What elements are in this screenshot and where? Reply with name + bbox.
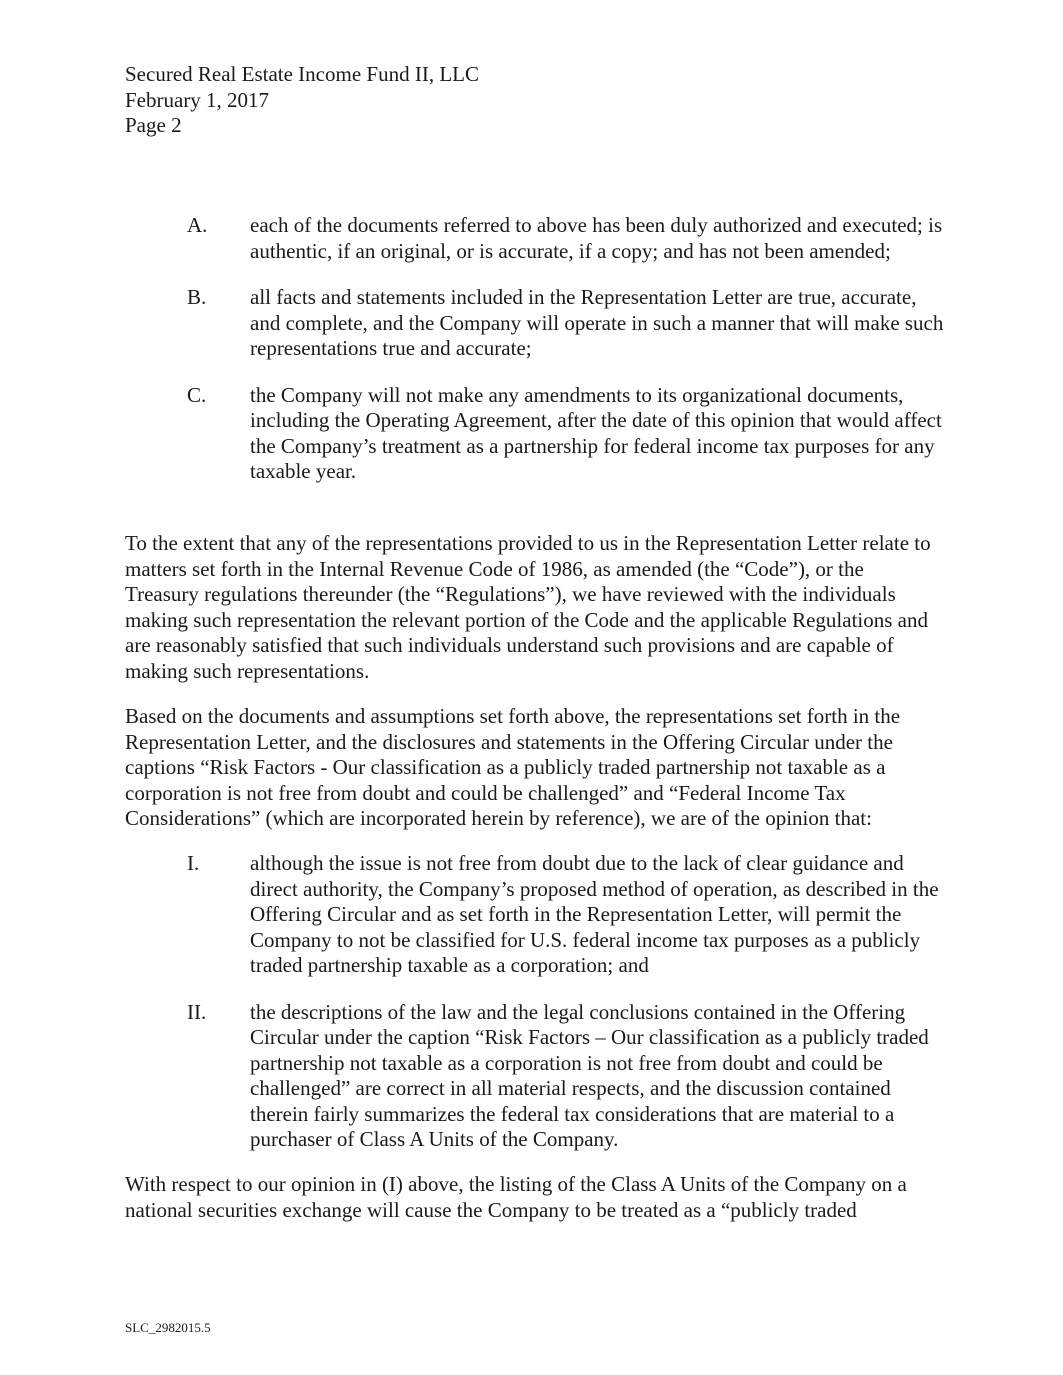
list-item-label: I. xyxy=(187,851,200,875)
list-item-label: A. xyxy=(187,213,208,237)
page-number: Page 2 xyxy=(125,113,182,137)
list-item-text: although the issue is not free from doubt due to the lack of clear guidance and direct authority, the Company’s proposed method of operation, as described in the Offering Circular and as set forth in the Representation Letter, will permit the Company to not be classified for U.S. federal income tax purposes as a publicly traded partnership taxable as a corporation; and xyxy=(250,851,939,977)
list-item-text: the descriptions of the law and the legal conclusions contained in the Offering Circular under the caption “Risk Factors – Our classification as a publicly traded partnership not taxable as a corporation is not free from doubt and could be challenged” are correct in all material respects, and the discussion contained therein fairly summarizes the federal tax considerations that are material to a purchaser of Class A Units of the Company. xyxy=(250,999,929,1151)
letter-header xyxy=(125,62,479,139)
list-item-text: the Company will not make any amendments to its organizational documents, including the Operating Agreement, after the date of this opinion that would affect the Company’s treatment as a partnership for federal income tax purposes for any taxable year. xyxy=(250,382,942,483)
document-id: SLC_2982015.5 xyxy=(125,1320,211,1335)
list-item-label: II. xyxy=(187,999,207,1024)
list-item-label: C. xyxy=(187,382,207,407)
list-item xyxy=(187,851,947,979)
assumptions-list xyxy=(187,213,947,506)
listing-paragraph: With respect to our opinion in (I) above, the listing of the Class A Units of the Company on a national securities exchange will cause the Company to be treated as a “publicly traded xyxy=(125,1172,907,1222)
opinions-list xyxy=(187,851,947,1174)
list-item xyxy=(187,1000,947,1153)
list-item-label: B. xyxy=(187,285,207,309)
addressee: Secured Real Estate Income Fund II, LLC xyxy=(125,62,479,86)
list-item-text: all facts and statements included in the Representation Letter are true, accurate, and complete, and the Company will operate in such a manner that will make such representations true and accurate; xyxy=(250,285,944,360)
letter-date: February 1, 2017 xyxy=(125,87,270,112)
list-item xyxy=(187,285,947,362)
list-item-text: each of the documents referred to above has been duly authorized and executed; is authentic, if an original, or is accurate, if a copy; and has not been amended; xyxy=(250,213,943,263)
representations-paragraph: To the extent that any of the representations provided to us in the Representation Letter relate to matters set forth in the Internal Revenue Code of 1986, as amended (the “Code”), or the Treasury regulations thereunder (the “Regulations”), we have reviewed with the individuals making such representation the relevant portion of the Code and the applicable Regulations and are reasonably satisfied that such individuals understand such provisions and are capable of making such representations. xyxy=(125,531,931,683)
opinion-basis-paragraph: Based on the documents and assumptions set forth above, the representations set forth in the Representation Letter, and the disclosures and statements in the Offering Circular under the captions “Risk Factors - Our classification as a publicly traded partnership not taxable as a corporation is not free from doubt and could be challenged” and “Federal Income Tax Considerations” (which are incorporated herein by reference), we are of the opinion that: xyxy=(125,704,901,830)
list-item xyxy=(187,383,947,485)
list-item xyxy=(187,213,947,264)
